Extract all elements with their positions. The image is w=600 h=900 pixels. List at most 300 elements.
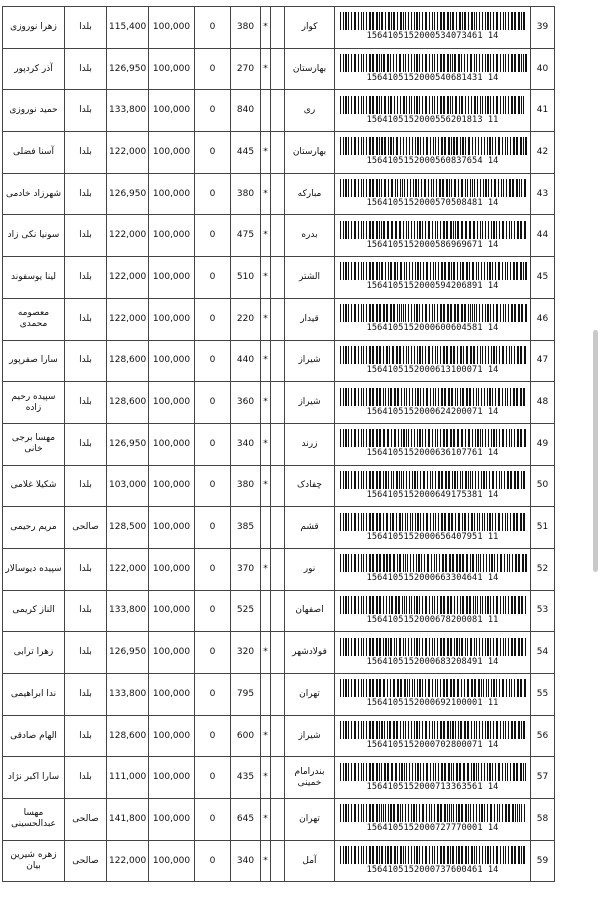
person-name: مهسا عبدالحسینی — [3, 799, 65, 841]
zero-cell: 0 — [195, 340, 231, 382]
barcode-bars — [339, 96, 527, 114]
zero-cell: 0 — [195, 465, 231, 507]
value-cell: 220 — [231, 298, 261, 340]
barcode-cell — [335, 799, 531, 841]
person-name: زهره شیرین بیان — [3, 840, 65, 882]
barcode — [339, 12, 527, 42]
amount-cell: 126,950 — [107, 423, 149, 465]
value-cell: 270 — [231, 48, 261, 90]
base-amount-cell: 100,000 — [149, 674, 195, 716]
city-cell: مبارکه — [285, 173, 335, 215]
city-cell: شیراز — [285, 715, 335, 757]
barcode-bars — [339, 179, 527, 197]
base-amount-cell: 100,000 — [149, 840, 195, 882]
star-cell: * — [261, 215, 271, 257]
table-row — [3, 799, 555, 841]
table-row — [3, 173, 555, 215]
value-cell: 600 — [231, 715, 261, 757]
barcode — [339, 262, 527, 292]
barcode-bars — [339, 304, 527, 322]
zero-cell: 0 — [195, 507, 231, 549]
star-cell — [261, 507, 271, 549]
barcode-cell — [335, 257, 531, 299]
table-row — [3, 465, 555, 507]
table-row — [3, 7, 555, 49]
city-cell: چفادک — [285, 465, 335, 507]
table-row — [3, 674, 555, 716]
type-cell: بلدا — [65, 7, 107, 49]
empty-cell — [271, 48, 285, 90]
base-amount-cell: 100,000 — [149, 548, 195, 590]
zero-cell: 0 — [195, 7, 231, 49]
person-name: آذر کردپور — [3, 48, 65, 90]
table-row — [3, 257, 555, 299]
table-row — [3, 423, 555, 465]
zero-cell: 0 — [195, 132, 231, 174]
barcode-number: 1564105152000600604581 14 — [366, 323, 499, 334]
barcode — [339, 471, 527, 501]
barcode-bars — [339, 137, 527, 155]
base-amount-cell: 100,000 — [149, 632, 195, 674]
row-number: 44 — [531, 215, 555, 257]
barcode-bars — [339, 638, 527, 656]
star-cell: * — [261, 423, 271, 465]
star-cell: * — [261, 48, 271, 90]
amount-cell: 126,950 — [107, 173, 149, 215]
row-number: 49 — [531, 423, 555, 465]
barcode-number: 1564105152000556201813 11 — [366, 114, 499, 125]
row-number: 48 — [531, 382, 555, 424]
type-cell: بلدا — [65, 632, 107, 674]
amount-cell: 128,600 — [107, 340, 149, 382]
star-cell: * — [261, 382, 271, 424]
zero-cell: 0 — [195, 423, 231, 465]
scrollbar[interactable] — [593, 330, 598, 572]
barcode-bars — [339, 221, 527, 239]
person-name: زهرا ترابی — [3, 632, 65, 674]
barcode-cell — [335, 340, 531, 382]
barcode — [339, 304, 527, 334]
barcode-number: 1564105152000683208491 14 — [366, 656, 499, 667]
person-name: شهرزاد خادمی — [3, 173, 65, 215]
table-row — [3, 132, 555, 174]
base-amount-cell: 100,000 — [149, 298, 195, 340]
value-cell: 445 — [231, 132, 261, 174]
city-cell: فولادشهر — [285, 632, 335, 674]
star-cell: * — [261, 298, 271, 340]
barcode-bars — [339, 846, 527, 864]
barcode-cell — [335, 507, 531, 549]
type-cell: صالحی — [65, 507, 107, 549]
barcode-cell — [335, 132, 531, 174]
zero-cell: 0 — [195, 173, 231, 215]
amount-cell: 111,000 — [107, 757, 149, 799]
value-cell: 475 — [231, 215, 261, 257]
amount-cell: 126,950 — [107, 48, 149, 90]
city-cell: بندرامام خمینی — [285, 757, 335, 799]
barcode-number: 1564105152000570508481 14 — [366, 198, 499, 209]
barcode-bars — [339, 346, 527, 364]
base-amount-cell: 100,000 — [149, 382, 195, 424]
star-cell — [261, 590, 271, 632]
person-name: لینا یوسفوند — [3, 257, 65, 299]
amount-cell: 133,800 — [107, 90, 149, 132]
barcode-bars — [339, 513, 527, 531]
type-cell: بلدا — [65, 257, 107, 299]
barcode-number: 1564105152000692100001 11 — [366, 698, 499, 709]
person-name: شکیلا غلامی — [3, 465, 65, 507]
barcode-bars — [339, 721, 527, 739]
table-row — [3, 507, 555, 549]
type-cell: بلدا — [65, 423, 107, 465]
barcode-number: 1564105152000649175381 14 — [366, 489, 499, 500]
zero-cell: 0 — [195, 632, 231, 674]
row-number: 53 — [531, 590, 555, 632]
star-cell: * — [261, 757, 271, 799]
value-cell: 385 — [231, 507, 261, 549]
barcode — [339, 638, 527, 668]
star-cell: * — [261, 340, 271, 382]
person-name: سارا صفرپور — [3, 340, 65, 382]
zero-cell: 0 — [195, 757, 231, 799]
zero-cell: 0 — [195, 840, 231, 882]
empty-cell — [271, 799, 285, 841]
empty-cell — [271, 340, 285, 382]
barcode-bars — [339, 54, 527, 72]
person-name: ندا ابراهیمی — [3, 674, 65, 716]
barcode-number: 1564105152000636107761 14 — [366, 448, 499, 459]
zero-cell: 0 — [195, 298, 231, 340]
type-cell: بلدا — [65, 173, 107, 215]
city-cell: تهران — [285, 799, 335, 841]
barcode-cell — [335, 298, 531, 340]
city-cell: شیراز — [285, 340, 335, 382]
person-name: الناز کریمی — [3, 590, 65, 632]
barcode-cell — [335, 632, 531, 674]
empty-cell — [271, 465, 285, 507]
barcode-cell — [335, 90, 531, 132]
barcode-bars — [339, 596, 527, 614]
amount-cell: 103,000 — [107, 465, 149, 507]
star-cell: * — [261, 132, 271, 174]
barcode-number: 1564105152000727770001 14 — [366, 823, 499, 834]
empty-cell — [271, 215, 285, 257]
type-cell: بلدا — [65, 132, 107, 174]
row-number: 50 — [531, 465, 555, 507]
value-cell: 320 — [231, 632, 261, 674]
base-amount-cell: 100,000 — [149, 215, 195, 257]
value-cell: 525 — [231, 590, 261, 632]
type-cell: بلدا — [65, 90, 107, 132]
barcode — [339, 346, 527, 376]
empty-cell — [271, 423, 285, 465]
barcode-number: 1564105152000624200071 14 — [366, 406, 499, 417]
amount-cell: 133,800 — [107, 590, 149, 632]
star-cell: * — [261, 548, 271, 590]
type-cell: بلدا — [65, 674, 107, 716]
value-cell: 370 — [231, 548, 261, 590]
table-row — [3, 382, 555, 424]
city-cell: بهارستان — [285, 132, 335, 174]
star-cell: * — [261, 799, 271, 841]
base-amount-cell: 100,000 — [149, 590, 195, 632]
person-name: سونیا نکی زاد — [3, 215, 65, 257]
amount-cell: 122,000 — [107, 215, 149, 257]
amount-cell: 141,800 — [107, 799, 149, 841]
city-cell: نور — [285, 548, 335, 590]
barcode-number: 1564105152000594206891 14 — [366, 281, 499, 292]
barcode-bars — [339, 804, 527, 822]
zero-cell: 0 — [195, 674, 231, 716]
type-cell: صالحی — [65, 840, 107, 882]
zero-cell: 0 — [195, 799, 231, 841]
barcode-cell — [335, 715, 531, 757]
type-cell: بلدا — [65, 757, 107, 799]
barcode — [339, 54, 527, 84]
value-cell: 795 — [231, 674, 261, 716]
barcode-cell — [335, 423, 531, 465]
base-amount-cell: 100,000 — [149, 799, 195, 841]
row-number: 43 — [531, 173, 555, 215]
base-amount-cell: 100,000 — [149, 90, 195, 132]
person-name: آسنا فضلی — [3, 132, 65, 174]
barcode-number: 1564105152000540681431 14 — [366, 73, 499, 84]
barcode — [339, 763, 527, 793]
row-number: 58 — [531, 799, 555, 841]
empty-cell — [271, 257, 285, 299]
empty-cell — [271, 507, 285, 549]
star-cell: * — [261, 715, 271, 757]
value-cell: 340 — [231, 423, 261, 465]
table-row — [3, 298, 555, 340]
zero-cell: 0 — [195, 548, 231, 590]
barcode — [339, 804, 527, 834]
barcode-cell — [335, 215, 531, 257]
city-cell: زرند — [285, 423, 335, 465]
barcode-number: 1564105152000534073461 14 — [366, 31, 499, 42]
amount-cell: 122,000 — [107, 132, 149, 174]
star-cell: * — [261, 840, 271, 882]
value-cell: 340 — [231, 840, 261, 882]
person-name: سپیده دیوسالار — [3, 548, 65, 590]
star-cell: * — [261, 257, 271, 299]
barcode-number: 1564105152000737600461 14 — [366, 865, 499, 876]
amount-cell: 122,000 — [107, 840, 149, 882]
barcode-number: 1564105152000560837654 14 — [366, 156, 499, 167]
star-cell: * — [261, 7, 271, 49]
value-cell: 440 — [231, 340, 261, 382]
table-row — [3, 757, 555, 799]
barcode — [339, 596, 527, 626]
empty-cell — [271, 173, 285, 215]
base-amount-cell: 100,000 — [149, 757, 195, 799]
star-cell: * — [261, 173, 271, 215]
barcode-number: 1564105152000678200081 11 — [366, 614, 499, 625]
star-cell: * — [261, 632, 271, 674]
barcode — [339, 679, 527, 709]
empty-cell — [271, 757, 285, 799]
barcode-bars — [339, 429, 527, 447]
amount-cell: 126,950 — [107, 632, 149, 674]
barcode — [339, 429, 527, 459]
table-row — [3, 48, 555, 90]
empty-cell — [271, 298, 285, 340]
table-row — [3, 715, 555, 757]
person-name: سارا اکبر نژاد — [3, 757, 65, 799]
star-cell: * — [261, 465, 271, 507]
city-cell: اصفهان — [285, 590, 335, 632]
city-cell: ری — [285, 90, 335, 132]
person-name: معصومه محمدی — [3, 298, 65, 340]
barcode-bars — [339, 12, 527, 30]
type-cell: صالحی — [65, 799, 107, 841]
row-number: 39 — [531, 7, 555, 49]
person-name: مهسا برجی خانی — [3, 423, 65, 465]
row-number: 54 — [531, 632, 555, 674]
barcode-number: 1564105152000613100071 14 — [366, 364, 499, 375]
table-row — [3, 840, 555, 882]
row-number: 56 — [531, 715, 555, 757]
amount-cell: 128,500 — [107, 507, 149, 549]
empty-cell — [271, 674, 285, 716]
zero-cell: 0 — [195, 382, 231, 424]
person-name: الهام صادقی — [3, 715, 65, 757]
row-number: 46 — [531, 298, 555, 340]
zero-cell: 0 — [195, 715, 231, 757]
barcode — [339, 388, 527, 418]
value-cell: 380 — [231, 173, 261, 215]
barcode-cell — [335, 674, 531, 716]
records-table — [2, 6, 555, 882]
row-number: 57 — [531, 757, 555, 799]
barcode — [339, 221, 527, 251]
zero-cell: 0 — [195, 48, 231, 90]
amount-cell: 115,400 — [107, 7, 149, 49]
city-cell: بدره — [285, 215, 335, 257]
base-amount-cell: 100,000 — [149, 7, 195, 49]
empty-cell — [271, 7, 285, 49]
barcode-cell — [335, 382, 531, 424]
table-row — [3, 90, 555, 132]
star-cell — [261, 674, 271, 716]
city-cell: الشتر — [285, 257, 335, 299]
zero-cell: 0 — [195, 257, 231, 299]
value-cell: 435 — [231, 757, 261, 799]
type-cell: بلدا — [65, 298, 107, 340]
person-name: سپیده رحیم زاده — [3, 382, 65, 424]
base-amount-cell: 100,000 — [149, 173, 195, 215]
value-cell: 510 — [231, 257, 261, 299]
type-cell: بلدا — [65, 590, 107, 632]
barcode-cell — [335, 840, 531, 882]
amount-cell: 122,000 — [107, 548, 149, 590]
barcode — [339, 554, 527, 584]
base-amount-cell: 100,000 — [149, 715, 195, 757]
table-row — [3, 340, 555, 382]
type-cell: بلدا — [65, 340, 107, 382]
barcode-bars — [339, 554, 527, 572]
barcode-cell — [335, 465, 531, 507]
base-amount-cell: 100,000 — [149, 423, 195, 465]
type-cell: بلدا — [65, 715, 107, 757]
amount-cell: 133,800 — [107, 674, 149, 716]
empty-cell — [271, 90, 285, 132]
barcode-number: 1564105152000702800071 14 — [366, 740, 499, 751]
barcode-cell — [335, 757, 531, 799]
amount-cell: 128,600 — [107, 715, 149, 757]
row-number: 41 — [531, 90, 555, 132]
row-number: 42 — [531, 132, 555, 174]
row-number: 52 — [531, 548, 555, 590]
row-number: 51 — [531, 507, 555, 549]
row-number: 59 — [531, 840, 555, 882]
value-cell: 645 — [231, 799, 261, 841]
person-name: حمید نوروزی — [3, 90, 65, 132]
zero-cell: 0 — [195, 590, 231, 632]
barcode — [339, 96, 527, 126]
base-amount-cell: 100,000 — [149, 507, 195, 549]
city-cell: تهران — [285, 674, 335, 716]
table-row — [3, 590, 555, 632]
city-cell: قشم — [285, 507, 335, 549]
barcode-bars — [339, 679, 527, 697]
table-row — [3, 215, 555, 257]
base-amount-cell: 100,000 — [149, 132, 195, 174]
barcode-number: 1564105152000656407951 11 — [366, 531, 499, 542]
empty-cell — [271, 548, 285, 590]
barcode-cell — [335, 548, 531, 590]
barcode-bars — [339, 763, 527, 781]
barcode — [339, 721, 527, 751]
value-cell: 840 — [231, 90, 261, 132]
empty-cell — [271, 132, 285, 174]
star-cell — [261, 90, 271, 132]
base-amount-cell: 100,000 — [149, 257, 195, 299]
type-cell: بلدا — [65, 382, 107, 424]
table-row — [3, 548, 555, 590]
row-number: 40 — [531, 48, 555, 90]
barcode — [339, 846, 527, 876]
empty-cell — [271, 840, 285, 882]
value-cell: 380 — [231, 465, 261, 507]
barcode-cell — [335, 7, 531, 49]
table-row — [3, 632, 555, 674]
empty-cell — [271, 590, 285, 632]
value-cell: 360 — [231, 382, 261, 424]
city-cell: آمل — [285, 840, 335, 882]
base-amount-cell: 100,000 — [149, 465, 195, 507]
type-cell: بلدا — [65, 215, 107, 257]
zero-cell: 0 — [195, 215, 231, 257]
barcode-bars — [339, 388, 527, 406]
row-number: 55 — [531, 674, 555, 716]
city-cell: قیدار — [285, 298, 335, 340]
row-number: 45 — [531, 257, 555, 299]
value-cell: 380 — [231, 7, 261, 49]
amount-cell: 122,000 — [107, 257, 149, 299]
barcode-cell — [335, 48, 531, 90]
barcode-cell — [335, 590, 531, 632]
row-number: 47 — [531, 340, 555, 382]
barcode-number: 1564105152000713363561 14 — [366, 781, 499, 792]
base-amount-cell: 100,000 — [149, 340, 195, 382]
barcode — [339, 513, 527, 543]
barcode-number: 1564105152000663304641 14 — [366, 573, 499, 584]
type-cell: بلدا — [65, 465, 107, 507]
city-cell: شیراز — [285, 382, 335, 424]
base-amount-cell: 100,000 — [149, 48, 195, 90]
person-name: مریم رحیمی — [3, 507, 65, 549]
